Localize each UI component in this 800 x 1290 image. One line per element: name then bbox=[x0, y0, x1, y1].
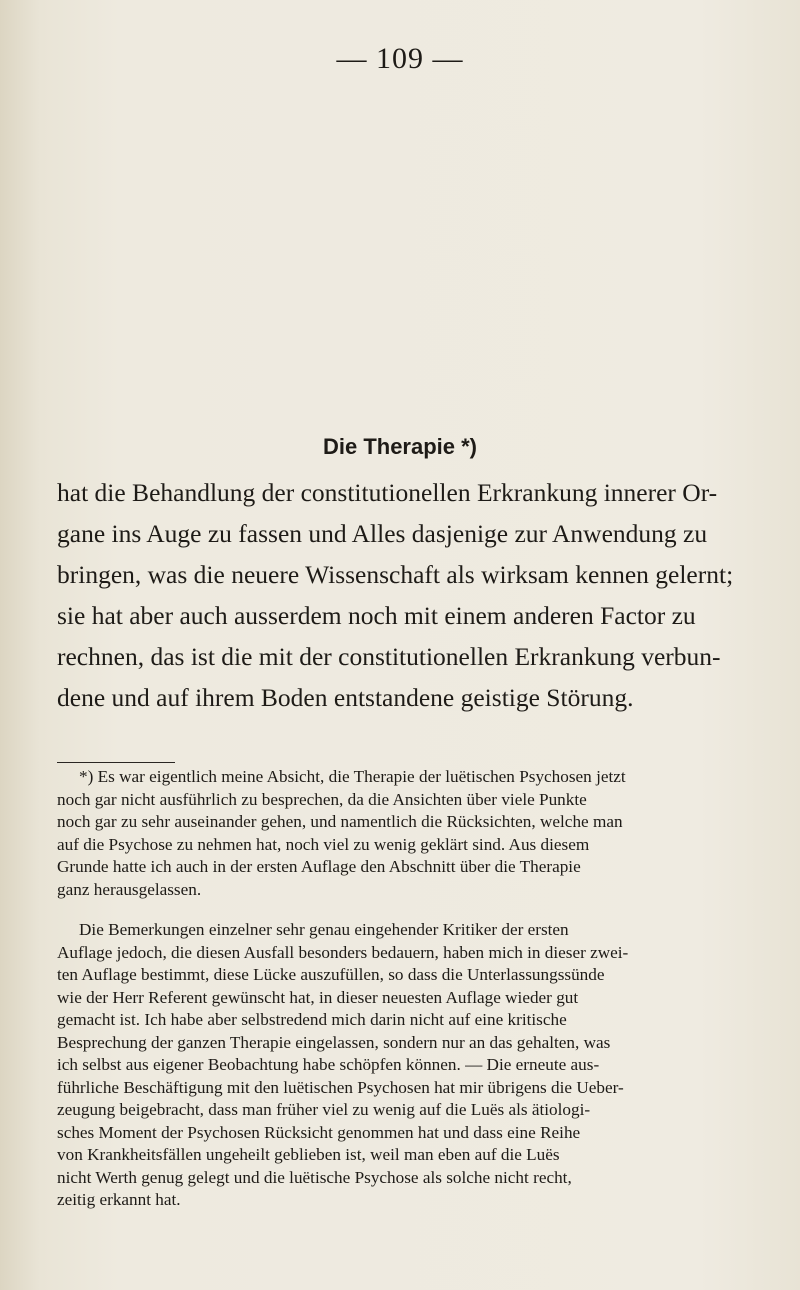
main-line: rechnen, das ist die mit der constitutionellen Erkrankung verbun- bbox=[57, 642, 721, 671]
main-line: dene und auf ihrem Boden entstandene geistige Störung. bbox=[57, 683, 634, 712]
main-line: bringen, was die neuere Wissenschaft als wirksam kennen gelernt; bbox=[57, 560, 734, 589]
footnote-line: Die Bemerkungen einzelner sehr genau eingehender Kritiker der ersten bbox=[79, 920, 569, 939]
footnote-line: *) Es war eigentlich meine Absicht, die Therapie der luëtischen Psychosen jetzt bbox=[79, 767, 626, 786]
footnote-line: noch gar nicht ausführlich zu besprechen, da die Ansichten über viele Punkte bbox=[57, 789, 587, 809]
footnote-line: noch gar zu sehr auseinander gehen, und namentlich die Rücksichten, welche man bbox=[57, 812, 623, 831]
footnote-line: ich selbst aus eigener Beobachtung habe schöpfen können. — Die erneute aus- bbox=[57, 1055, 600, 1074]
footnote-line: ganz herausgelassen. bbox=[57, 879, 202, 899]
section-heading: Die Therapie *) bbox=[322, 434, 478, 459]
page-number: — 109 — bbox=[336, 42, 464, 75]
footnote-line: Auflage jedoch, die diesen Ausfall besonders bedauern, haben mich in dieser zwei- bbox=[57, 942, 629, 962]
footnote-line: nicht Werth genug gelegt und die luëtische Psychose als solche nicht recht, bbox=[57, 1167, 572, 1187]
footnote-divider bbox=[57, 762, 175, 763]
main-paragraph bbox=[57, 472, 745, 718]
footnote-line: zeitig erkannt hat. bbox=[57, 1190, 181, 1209]
footnote-line: gemacht ist. Ich habe aber selbstredend mich darin nicht auf eine kritische bbox=[57, 1010, 567, 1029]
paragraph-gap bbox=[57, 901, 745, 919]
footnote-line: sches Moment der Psychosen Rücksicht genommen hat und dass eine Reihe bbox=[57, 1122, 581, 1142]
footnote-line: wie der Herr Referent gewünscht hat, in dieser neuesten Auflage wieder gut bbox=[57, 987, 579, 1007]
main-line: sie hat aber auch ausserdem noch mit einem anderen Factor zu bbox=[57, 601, 696, 630]
footnote bbox=[57, 766, 745, 1212]
footnote-line: von Krankheitsfällen ungeheilt geblieben ist, weil man eben auf die Luës bbox=[57, 1145, 560, 1164]
main-line: hat die Behandlung der constitutionellen Erkrankung innerer Or- bbox=[57, 478, 718, 507]
footnote-line: führliche Beschäftigung mit den luëtischen Psychosen hat mir übrigens die Ueber- bbox=[57, 1077, 624, 1097]
footnote-line: ten Auflage bestimmt, diese Lücke auszufüllen, so dass die Unterlassungssünde bbox=[57, 965, 605, 984]
footnote-line: auf die Psychose zu nehmen hat, noch viel zu wenig geklärt sind. Aus diesem bbox=[57, 834, 590, 854]
footnote-line: Grunde hatte ich auch in der ersten Auflage den Abschnitt über die Therapie bbox=[57, 857, 581, 876]
footnote-line: Besprechung der ganzen Therapie eingelassen, sondern nur an das gehalten, was bbox=[57, 1032, 611, 1052]
main-line: gane ins Auge zu fassen und Alles dasjenige zur Anwendung zu bbox=[57, 519, 708, 548]
footnote-line: zeugung beigebracht, dass man früher viel zu wenig auf die Luës als ätiologi- bbox=[57, 1100, 591, 1119]
